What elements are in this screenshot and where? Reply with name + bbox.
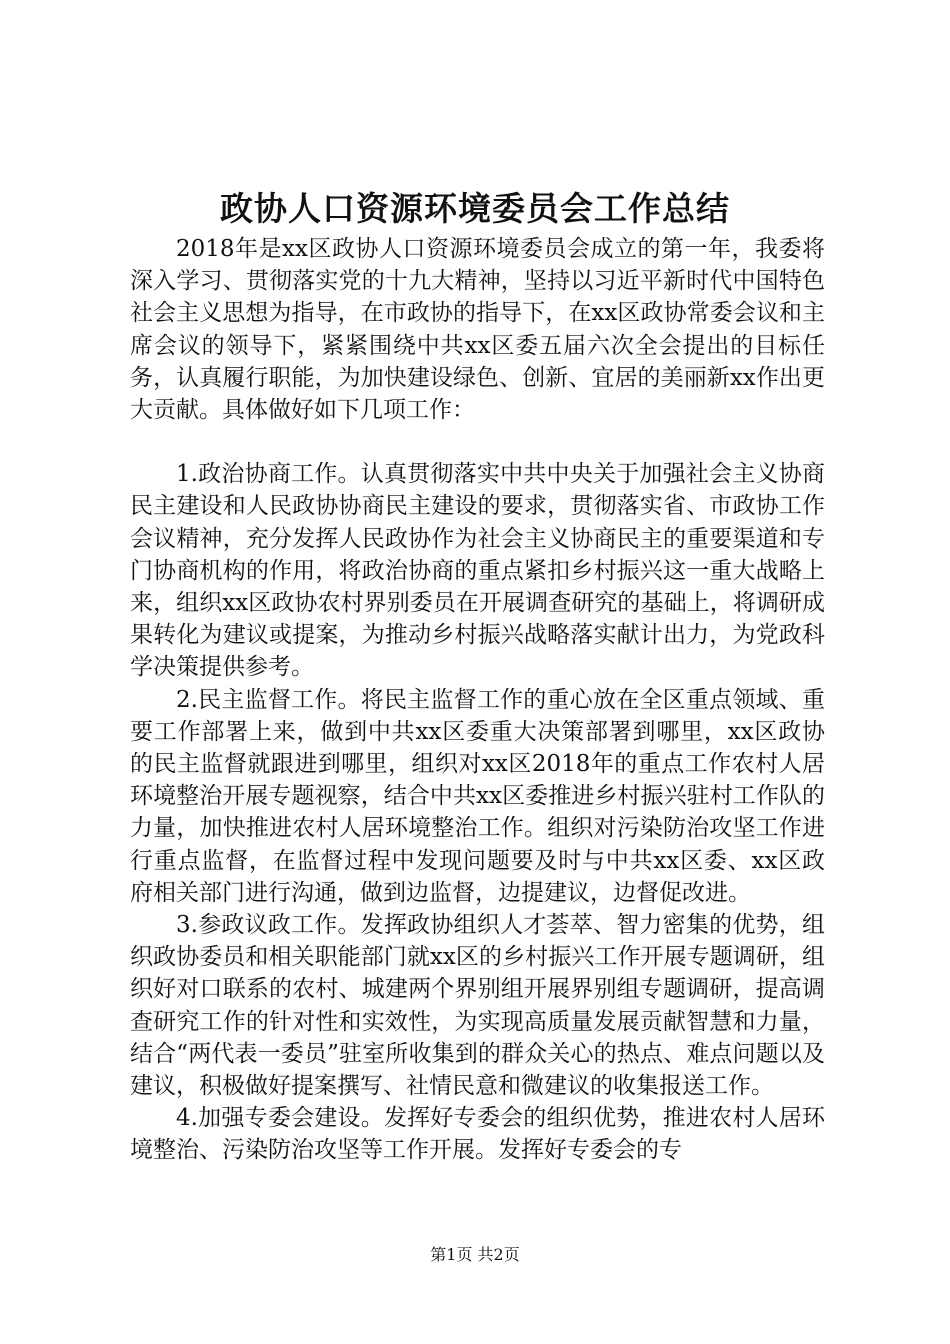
paragraph-committee-building: 4.加强专委会建设。发挥好专委会的组织优势，推进农村人居环境整治、污染防治攻坚等工作开展。发挥好专委会的专 bbox=[130, 1105, 825, 1164]
intro-paragraph: 2018年是xx区政协人口资源环境委员会成立的第一年，我委将深入学习、贯彻落实党的十九大精神，坚持以习近平新时代中国特色社会主义思想为指导，在市政协的指导下，在xx区政协常委会议和主席会议的领导下，紧紧围绕中共xx区委五届六次全会提出的目标任务，认真履行职能，为加快建设绿色、创新、宜居的美丽新xx作出更大贡献。具体做好如下几项工作： bbox=[130, 236, 825, 424]
paragraph-participation: 3.参政议政工作。发挥政协组织人才荟萃、智力密集的优势，组织政协委员和相关职能部门就xx区的乡村振兴工作开展专题调研，组织好对口联系的农村、城建两个界别组开展界别组专题调研，提高调查研究工作的针对性和实效性，为实现高质量发展贡献智慧和力量，结合“两代表一委员”驻室所收集到的群众关心的热点、难点问题以及建议，积极做好提案撰写、社情民意和微建议的收集报送工作。 bbox=[130, 912, 825, 1100]
document-title: 政协人口资源环境委员会工作总结 bbox=[220, 189, 730, 228]
paragraph-democratic-supervision: 2.民主监督工作。将民主监督工作的重心放在全区重点领域、重要工作部署上来，做到中共xx区委重大决策部署到哪里，xx区政协的民主监督就跟进到哪里，组织对xx区2018年的重点工作农村人居环境整治开展专题视察，结合中共xx区委推进乡村振兴驻村工作队的力量，加快推进农村人居环境整治工作。组织对污染防治攻坚工作进行重点监督，在监督过程中发现问题要及时与中共xx区委、xx区政府相关部门进行沟通，做到边监督，边提建议，边督促改进。 bbox=[130, 686, 825, 906]
page-number: 第1页 共2页 bbox=[430, 1245, 520, 1264]
paragraph-political-consultation: 1.政治协商工作。认真贯彻落实中共中央关于加强社会主义协商民主建设和人民政协协商民主建设的要求，贯彻落实省、市政协工作会议精神，充分发挥人民政协作为社会主义协商民主的重要渠道和专门协商机构的作用，将政治协商的重点紧扣乡村振兴这一重大战略上来，组织xx区政协农村界别委员在开展调查研究的基础上，将调研成果转化为建议或提案，为推动乡村振兴战略落实献计出力，为党政科学决策提供参考。 bbox=[130, 461, 825, 681]
document-body bbox=[130, 233, 825, 1167]
